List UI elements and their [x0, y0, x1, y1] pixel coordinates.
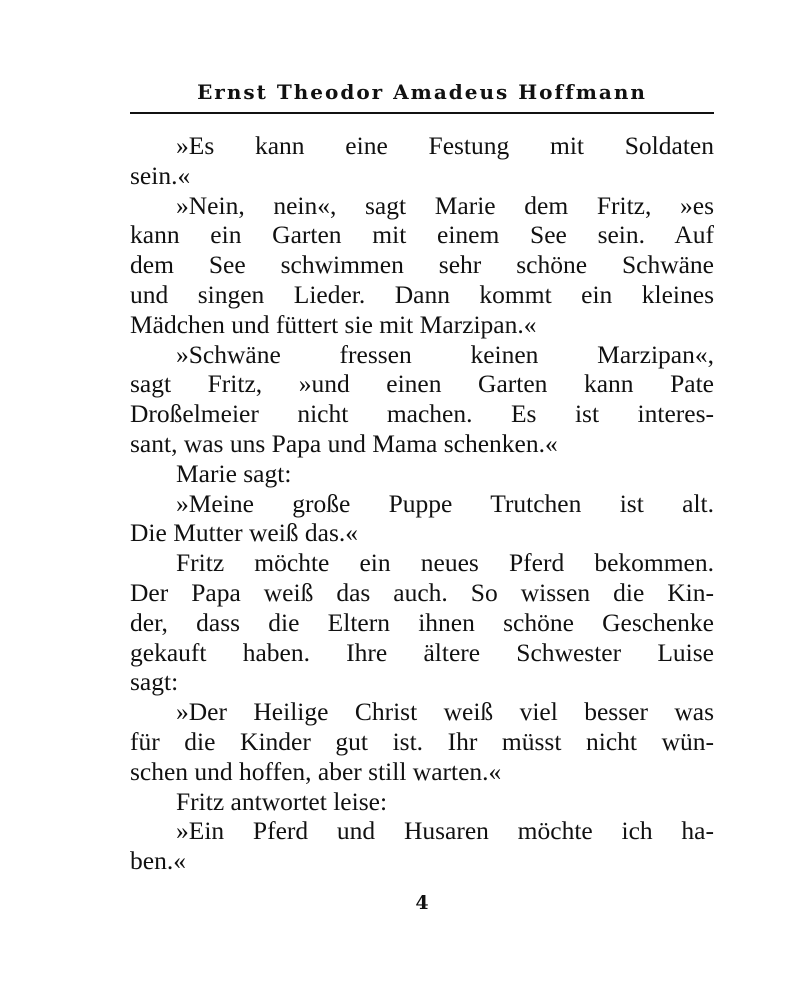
text-line: der, dass die Eltern ihnen schöne Geschenke [130, 607, 714, 637]
text-line: Der Papa weiß das auch. So wissen die Kin- [130, 577, 714, 607]
text-line: »Nein, nein«, sagt Marie dem Fritz, »es [176, 190, 714, 220]
text-line: sant, was uns Papa und Mama schenken.« [130, 428, 558, 458]
text-line: Droßelmeier nicht machen. Es ist interes- [130, 399, 714, 429]
running-head-author: Ernst Theodor Amadeus Hoffmann [197, 80, 647, 104]
text-line: Fritz antwortet leise: [176, 786, 388, 816]
text-line: für die Kinder gut ist. Ihr müsst nicht wün- [130, 726, 714, 756]
text-line: »Ein Pferd und Husaren möchte ich ha- [176, 816, 714, 846]
text-line: kann ein Garten mit einem See sein. Auf [130, 220, 714, 250]
text-line: »Schwäne fressen keinen Marzipan«, [176, 339, 714, 369]
text-line: Mädchen und füttert sie mit Marzipan.« [130, 309, 537, 339]
text-line: »Meine große Puppe Trutchen ist alt. [176, 488, 714, 518]
text-line: dem See schwimmen sehr schöne Schwäne [130, 250, 714, 280]
header-rule [130, 112, 714, 114]
text-line: schen und hoffen, aber still warten.« [130, 756, 502, 786]
text-line: Fritz möchte ein neues Pferd bekommen. [176, 548, 714, 578]
text-line: »Es kann eine Festung mit Soldaten [176, 131, 714, 160]
text-line: sagt Fritz, »und einen Garten kann Pate [130, 369, 714, 399]
body-text [130, 131, 714, 876]
page-number: 4 [415, 892, 429, 914]
text-line: »Der Heilige Christ weiß viel besser was [176, 697, 714, 727]
text-line: gekauft haben. Ihre ältere Schwester Luise [130, 637, 714, 667]
text-line: und singen Lieder. Dann kommt ein kleines [130, 279, 714, 309]
text-line: sagt: [130, 667, 179, 697]
text-line: Die Mutter weiß das.« [130, 518, 359, 548]
text-line: Marie sagt: [176, 458, 292, 488]
text-line: ben.« [130, 846, 186, 876]
text-line: sein.« [130, 160, 191, 190]
